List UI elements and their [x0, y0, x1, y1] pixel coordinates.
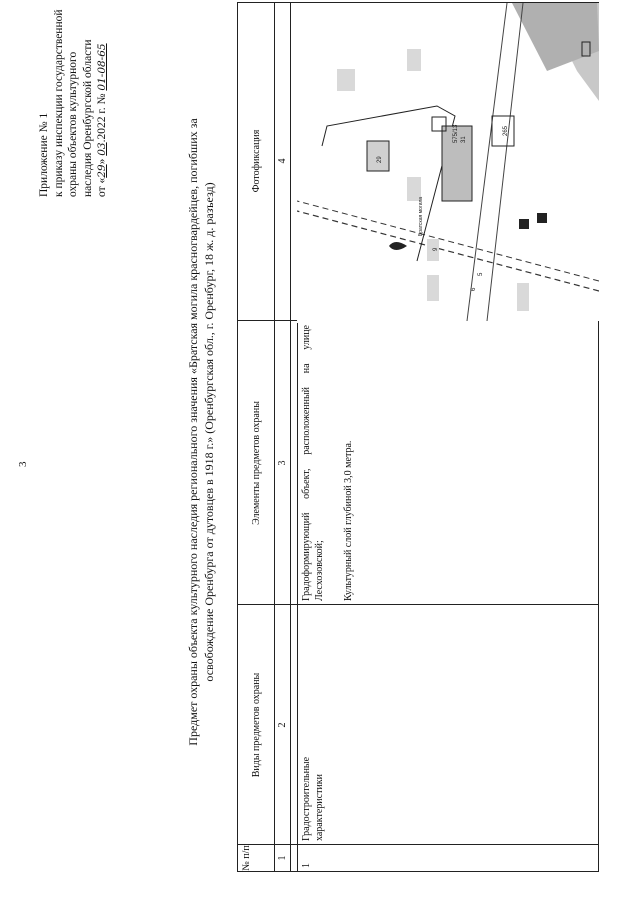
dashed-road — [297, 211, 599, 291]
row-divider — [297, 323, 298, 871]
map-label-7: 5 — [478, 272, 484, 276]
protection-table — [237, 2, 599, 872]
road-edge — [487, 3, 523, 321]
header-photo: Фотофиксация — [251, 129, 262, 193]
appendix-line-4: наследия Оренбургской области — [81, 39, 94, 197]
column-divider — [238, 844, 598, 845]
photo-map — [297, 3, 599, 321]
map-poi-label: Братская могила — [418, 196, 424, 236]
date-year: 2022 г. № — [96, 93, 108, 140]
parcel — [517, 283, 529, 311]
location-pin-icon — [389, 242, 407, 250]
date-day: 29 — [96, 164, 108, 178]
header-type: Виды предметов охраны — [251, 672, 262, 778]
date-month: 03 — [96, 142, 108, 156]
plot-boundary — [322, 106, 455, 261]
row-elements-2: Культурный слой глубиной 3,0 метра. — [343, 440, 354, 601]
map-label-1: 575/13 — [453, 124, 459, 143]
map-label-5: 9 — [433, 247, 439, 251]
map-label-3: 29 — [377, 156, 383, 163]
map-label-6: 6 — [471, 287, 477, 291]
title-line-1: Предмет охраны объекта культурного наследия регионального значения «Братская могила красногвардейцев, погибших за — [186, 118, 200, 746]
row-elements-1: Градоформирующий объект, расположенный на улице Лесхозовской; — [301, 325, 325, 601]
date-prefix: от « — [96, 177, 108, 197]
parcel — [407, 49, 421, 71]
appendix-date-line: от «29» 03.2022 г. № 01-08-65 — [96, 43, 108, 197]
colnum-4: 4 — [277, 158, 288, 164]
appendix-line-3: охраны объектов культурного — [67, 51, 79, 197]
document-title — [185, 22, 217, 842]
header-elements: Элементы предметов охраны — [251, 401, 262, 525]
parcel — [427, 275, 439, 301]
bus-stop-icon — [537, 213, 547, 223]
colnum-2: 2 — [277, 722, 288, 728]
map-label-2: 31 — [461, 136, 467, 143]
appendix-line-1: Приложение № 1 — [38, 112, 50, 197]
page-number: 3 — [17, 461, 29, 467]
order-number: 01-08-65 — [96, 43, 108, 91]
column-divider — [238, 604, 598, 605]
road-edge — [467, 3, 507, 321]
appendix-header — [37, 0, 110, 197]
date-mid: » — [96, 158, 108, 165]
map-label-4: 265 — [503, 125, 509, 136]
colnum-3: 3 — [277, 460, 288, 466]
parcel — [337, 69, 355, 91]
row-divider — [274, 3, 275, 871]
colnum-1: 1 — [277, 855, 288, 861]
map-drawing — [297, 3, 599, 321]
row-divider — [290, 3, 291, 871]
bus-stop-icon — [519, 219, 529, 229]
dashed-road — [297, 201, 599, 281]
row-num: 1 — [301, 863, 312, 868]
appendix-line-2: к приказу инспекции государственной — [52, 9, 65, 197]
header-num: № п/п — [241, 845, 252, 871]
row-type: Градостроительные характеристики — [301, 756, 325, 841]
title-line-2: освобождение Оренбурга от дутовцев в 1918 г.» (Оренбургская обл., г. Оренбург, 18 ж. д. разъезд) — [202, 182, 216, 682]
